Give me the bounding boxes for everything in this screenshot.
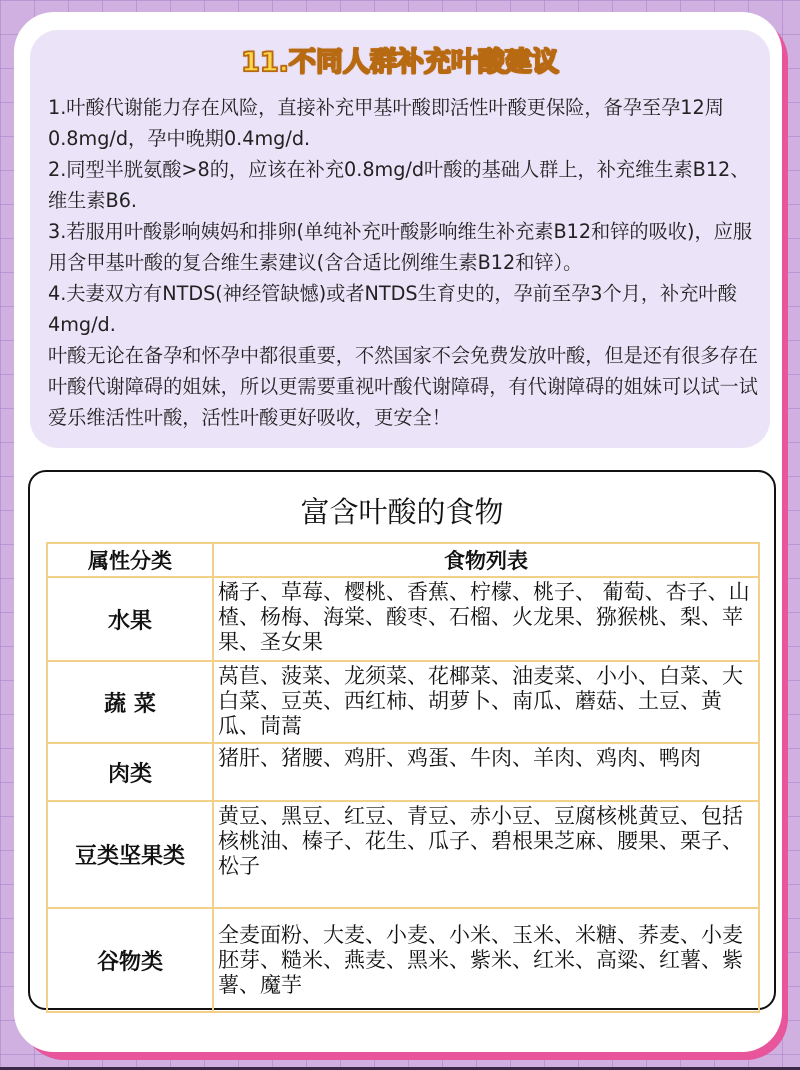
category-grains: 谷物类 [47, 908, 213, 1012]
table-row [47, 908, 759, 1012]
advice-section [30, 30, 770, 448]
items-grains: 全麦面粉、大麦、小麦、小米、玉米、米糖、荞麦、小麦胚芽、糙米、燕麦、黑米、紫米、红米、高粱、红薯、紫薯、魔芋 [213, 908, 759, 1012]
items-beans-nuts: 黄豆、黑豆、红豆、青豆、赤小豆、豆腐核桃黄豆、包括核桃油、榛子、花生、瓜子、碧根果芝麻、腰果、栗子、松子 [213, 801, 759, 908]
items-meat: 猪肝、猪腰、鸡肝、鸡蛋、牛肉、羊肉、鸡肉、鸭肉 [213, 743, 759, 801]
table-header-row [47, 543, 759, 577]
advice-summary: 叶酸无论在备孕和怀孕中都很重要，不然国家不会免费发放叶酸，但是还有很多存在叶酸代谢障碍的姐妹，所以更需要重视叶酸代谢障碍，有代谢障碍的姐妹可以试一试爱乐维活性叶酸，活性叶酸更好吸收，更安全！ [48, 344, 758, 429]
advice-item-2: 2.同型半胱氨酸>8的，应该在补充0.8mg/d叶酸的基础人群上，补充维生素B12、维生素B6. [48, 158, 750, 212]
header-food-list: 食物列表 [213, 543, 759, 577]
advice-item-4: 4.夫妻双方有NTDS(神经管缺憾)或者NTDS生育史的，孕前至孕3个月，补充叶酸4mg/d. [48, 282, 737, 336]
food-table [46, 542, 760, 1013]
table-row [47, 801, 759, 908]
advice-text [48, 92, 764, 433]
advice-title: 11.不同人群补充叶酸建议 [241, 47, 559, 78]
advice-item-1: 1.叶酸代谢能力存在风险，直接补充甲基叶酸即活性叶酸更保险，备孕至孕12周0.8mg/d，孕中晚期0.4mg/d. [48, 96, 724, 150]
food-section [28, 470, 776, 1010]
category-vegetable: 蔬 菜 [47, 661, 213, 743]
category-fruit: 水果 [47, 577, 213, 661]
items-fruit: 橘子、草莓、樱桃、香蕉、柠檬、桃子、 葡萄、杏子、山楂、杨梅、海棠、酸枣、石榴、火龙果、猕猴桃、梨、苹果、圣女果 [213, 577, 759, 661]
items-vegetable: 莴苣、菠菜、龙须菜、花椰菜、油麦菜、小小、白菜、大白菜、豆英、西红柿、胡萝卜、南瓜、蘑菇、土豆、黄瓜、茼蒿 [213, 661, 759, 743]
table-row [47, 577, 759, 661]
category-meat: 肉类 [47, 743, 213, 801]
category-beans-nuts: 豆类坚果类 [47, 801, 213, 908]
table-row [47, 743, 759, 801]
food-title: 富含叶酸的食物 [300, 495, 504, 529]
advice-item-3: 3.若服用叶酸影响姨妈和排卵(单纯补充叶酸影响维生补充素B12和锌的吸收)，应服用含甲基叶酸的复合维生素建议(含合适比例维生素B12和锌）。 [48, 220, 753, 274]
table-row [47, 661, 759, 743]
header-category: 属性分类 [47, 543, 213, 577]
